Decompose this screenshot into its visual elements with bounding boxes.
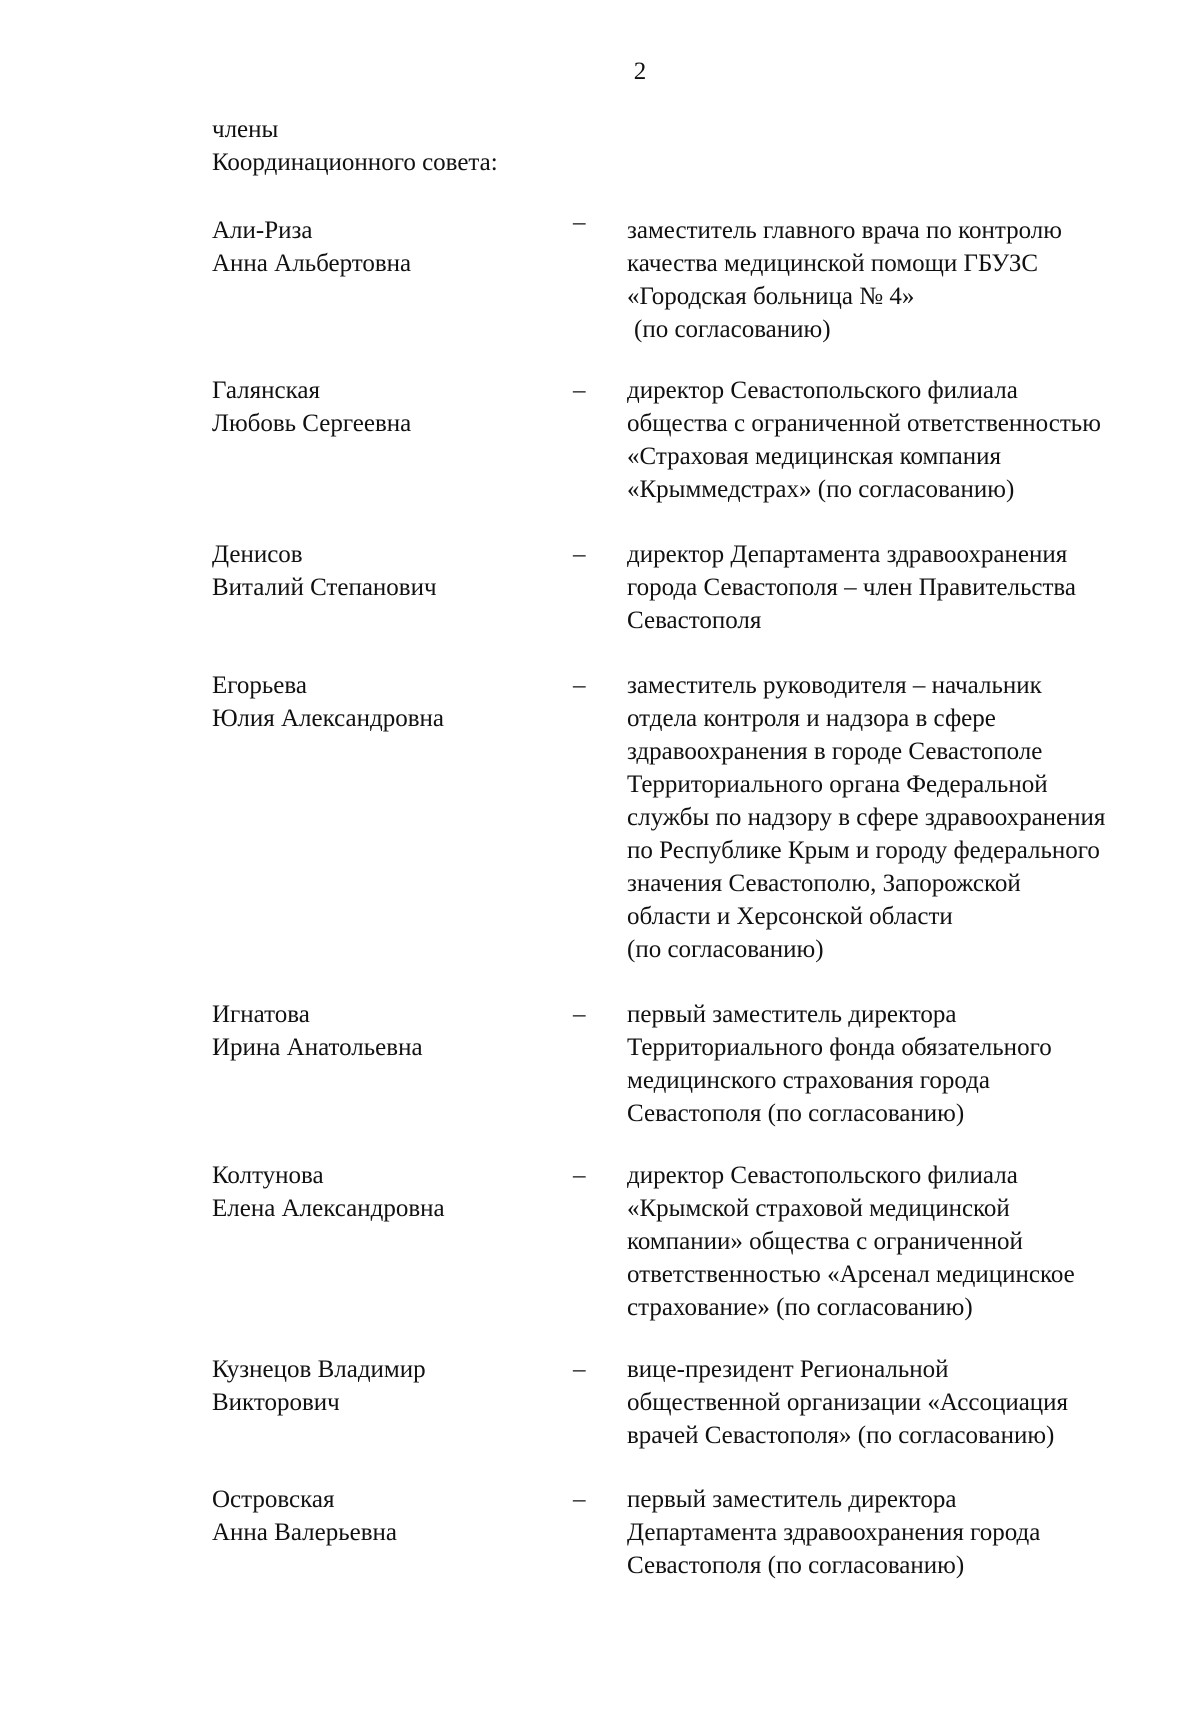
- member-name: [212, 1483, 542, 1549]
- role-line: первый заместитель директора: [627, 1486, 957, 1513]
- member-surname: Егорьева: [212, 672, 307, 699]
- member-surname: Галянская: [212, 377, 320, 404]
- member-given-name: Елена Александровна: [212, 1195, 445, 1222]
- role-line: Территориального фонда обязательного: [627, 1034, 1052, 1061]
- member-role: [627, 998, 1187, 1130]
- role-line: города Севастополя – член Правительства: [627, 574, 1076, 601]
- role-line: значения Севастополю, Запорожской: [627, 870, 1021, 897]
- role-line: компании» общества с ограниченной: [627, 1228, 1023, 1255]
- role-line: «Крымской страховой медицинской: [627, 1195, 1010, 1222]
- section-heading: [212, 113, 498, 179]
- member-name: [212, 669, 542, 735]
- member-role: [627, 1159, 1187, 1324]
- role-line: «Страховая медицинская компания: [627, 443, 1002, 470]
- member-name: [212, 538, 542, 604]
- member-surname: Али-Риза: [212, 217, 313, 244]
- member-given-name: Ирина Анатольевна: [212, 1034, 423, 1061]
- member-surname: Колтунова: [212, 1162, 324, 1189]
- member-name: [212, 374, 542, 440]
- role-line: (по согласованию): [627, 936, 824, 963]
- member-role: [627, 1483, 1187, 1582]
- member-dash: –: [573, 541, 586, 568]
- role-line: Территориального органа Федеральной: [627, 771, 1048, 798]
- member-name: [212, 998, 542, 1064]
- member-surname: Островская: [212, 1486, 335, 1513]
- role-line: службы по надзору в сфере здравоохранения: [627, 804, 1106, 831]
- member-dash: –: [573, 209, 586, 236]
- member-role: [627, 538, 1187, 637]
- member-surname: Игнатова: [212, 1001, 310, 1028]
- member-dash: –: [573, 1162, 586, 1189]
- member-given-name: Анна Валерьевна: [212, 1519, 397, 1546]
- role-line: «Городская больница № 4»: [627, 283, 915, 310]
- page-number: [80, 55, 1200, 88]
- role-line: заместитель руководителя – начальник: [627, 672, 1042, 699]
- member-given-name: Виталий Степанович: [212, 574, 437, 601]
- member-name: [212, 214, 542, 280]
- member-role: [627, 669, 1187, 966]
- role-line: директор Департамента здравоохранения: [627, 541, 1068, 568]
- member-name: [212, 1159, 542, 1225]
- member-given-name: Любовь Сергеевна: [212, 410, 412, 437]
- member-surname: Кузнецов Владимир: [212, 1356, 426, 1383]
- member-name: [212, 1353, 542, 1419]
- role-line: Севастополя (по согласованию): [627, 1100, 965, 1127]
- role-line: ответственностью «Арсенал медицинское: [627, 1261, 1075, 1288]
- role-line: качества медицинской помощи ГБУЗС: [627, 250, 1039, 277]
- member-dash: –: [573, 1356, 586, 1383]
- member-given-name: Викторович: [212, 1389, 340, 1416]
- role-line: врачей Севастополя» (по согласованию): [627, 1422, 1055, 1449]
- role-line: директор Севастопольского филиала: [627, 377, 1018, 404]
- member-dash: –: [573, 377, 586, 404]
- role-line: области и Херсонской области: [627, 903, 953, 930]
- role-line: общества с ограниченной ответственностью: [627, 410, 1101, 437]
- member-given-name: Анна Альбертовна: [212, 250, 412, 277]
- member-role: [627, 374, 1187, 506]
- role-line: страхование» (по согласованию): [627, 1294, 973, 1321]
- heading-line-2: Координационного совета:: [212, 149, 498, 176]
- member-surname: Денисов: [212, 541, 303, 568]
- role-line: (по согласованию): [634, 316, 831, 343]
- role-line: Севастополя (по согласованию): [627, 1552, 965, 1579]
- role-line: «Крыммедстрах» (по согласованию): [627, 476, 1015, 503]
- member-given-name: Юлия Александровна: [212, 705, 444, 732]
- role-line: медицинского страхования города: [627, 1067, 990, 1094]
- member-dash: –: [573, 1001, 586, 1028]
- role-line: общественной организации «Ассоциация: [627, 1389, 1069, 1416]
- role-line: Департамента здравоохранения города: [627, 1519, 1041, 1546]
- role-line: Севастополя: [627, 607, 762, 634]
- page-number-text: 2: [633, 58, 647, 85]
- member-role: [627, 1353, 1187, 1452]
- role-line: первый заместитель директора: [627, 1001, 957, 1028]
- role-line: вице-президент Региональной: [627, 1356, 949, 1383]
- member-dash: –: [573, 1486, 586, 1513]
- role-line: заместитель главного врача по контролю: [627, 217, 1062, 244]
- role-line: директор Севастопольского филиала: [627, 1162, 1018, 1189]
- member-role: [627, 214, 1187, 346]
- role-line: по Республике Крым и городу федерального: [627, 837, 1100, 864]
- heading-line-1: члены: [212, 116, 279, 143]
- role-line: отдела контроля и надзора в сфере: [627, 705, 996, 732]
- member-dash: –: [573, 672, 586, 699]
- role-line: здравоохранения в городе Севастополе: [627, 738, 1043, 765]
